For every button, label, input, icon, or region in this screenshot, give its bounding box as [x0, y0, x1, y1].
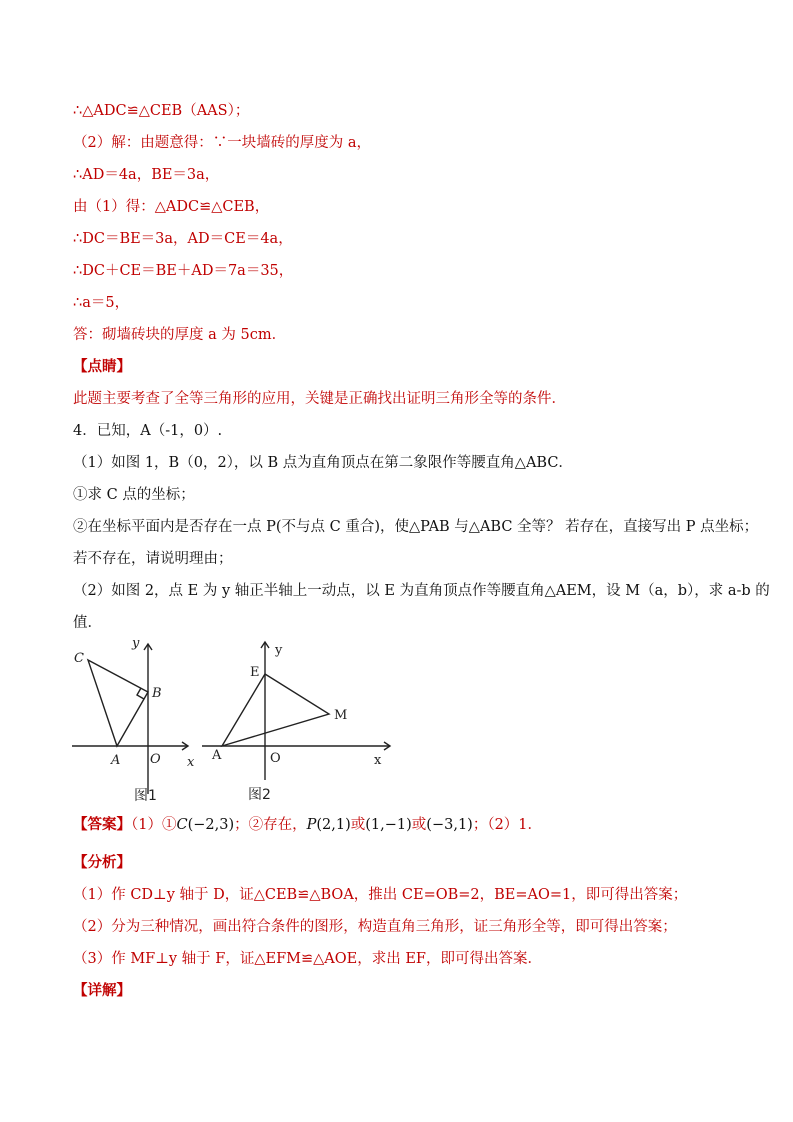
text-line: ∴AD＝4a，BE＝3a，	[73, 167, 220, 183]
answer-part3: ；（2）1．	[472, 817, 543, 833]
text-line: （3）作 MF⊥y 轴于 F，证△EFM≌△AOE，求出 EF，即可得出答案．	[73, 951, 542, 967]
answer-p-point	[307, 817, 351, 833]
text-line: ①求 C 点的坐标；	[73, 487, 195, 503]
section-heading-analysis: 【分析】	[73, 854, 131, 871]
label-x: x	[187, 755, 195, 770]
figure-1	[66, 634, 206, 806]
answer-c-point	[176, 817, 234, 833]
answer-c-coord: (−2,3)	[187, 817, 235, 833]
text-line: （2）分为三种情况，画出符合条件的图形，构造直角三角形，证三角形全等，即可得出答案；	[73, 919, 677, 935]
label-c: C	[74, 651, 84, 666]
label-a: A	[212, 748, 222, 763]
label-x: x	[374, 753, 382, 768]
text-line: （1）如图 1，B（0，2），以 B 点为直角顶点在第二象限作等腰直角△ABC．	[73, 455, 573, 471]
section-heading-detail: 【详解】	[73, 982, 131, 999]
label-y: y	[132, 636, 140, 651]
text-line: 由（1）得：△ADC≌△CEB，	[73, 199, 270, 215]
text-line: 若不存在，请说明理由；	[73, 551, 233, 567]
text-line: （2）解：由题意得：∵一块墙砖的厚度为 a，	[73, 135, 371, 151]
figure-2	[198, 636, 398, 808]
text-line: ∴△ADC≌△CEB（AAS）；	[73, 103, 250, 119]
answer-or-2: 或	[411, 817, 427, 833]
text-line: ②在坐标平面内是否存在一点 P(不与点 C 重合)，使△PAB 与△ABC 全等？ 若存在，直接写出 P 点坐标；	[73, 519, 759, 535]
figure-2-caption: 图2	[248, 787, 271, 803]
answer-c-letter: C	[176, 817, 188, 833]
answer-p-letter: P	[306, 817, 317, 833]
question-title: 4．已知，A（-1，0）.	[73, 423, 223, 439]
triangle-abc	[88, 660, 148, 746]
answer-p-coord-2: (1,−1)	[365, 817, 412, 833]
answer-part2: ；②存在，	[234, 817, 307, 833]
answer-p-coord-3: (−3,1)	[426, 817, 473, 833]
label-a: A	[111, 753, 121, 768]
triangle-aem	[222, 674, 329, 746]
text-line: 值．	[73, 615, 102, 631]
answer-label: 【答案】	[73, 816, 131, 833]
label-o: O	[270, 751, 281, 766]
answer-part1: （1）①	[131, 817, 177, 833]
figure-1-caption: 图1	[134, 788, 157, 804]
answer-line	[73, 815, 542, 835]
text-line: （2）如图 2，点 E 为 y 轴正半轴上一动点，以 E 为直角顶点作等腰直角△AEM，设 M（a，b），求 a-b 的	[73, 583, 770, 599]
label-m: M	[334, 708, 348, 723]
label-b: B	[152, 686, 162, 701]
text-line: 此题主要考查了全等三角形的应用，关键是正确找出证明三角形全等的条件．	[73, 391, 566, 407]
text-line: ∴DC＝BE＝3a，AD＝CE＝4a，	[73, 231, 293, 247]
answer-or-1: 或	[350, 817, 366, 833]
text-line: （1）作 CD⊥y 轴于 D，证△CEB≌△BOA，推出 CE=OB=2，BE=AO=1，即可得出答案；	[73, 887, 688, 903]
text-line: ∴DC＋CE＝BE＋AD＝7a＝35，	[73, 263, 294, 279]
label-y: y	[275, 643, 283, 658]
label-o: O	[150, 752, 161, 767]
section-heading-comment: 【点睛】	[73, 358, 131, 375]
label-e: E	[250, 665, 260, 680]
text-line: ∴a＝5，	[73, 295, 130, 311]
text-line: 答：砌墙砖块的厚度 a 为 5cm．	[73, 327, 287, 343]
answer-p-coord-1: (2,1)	[316, 817, 351, 833]
